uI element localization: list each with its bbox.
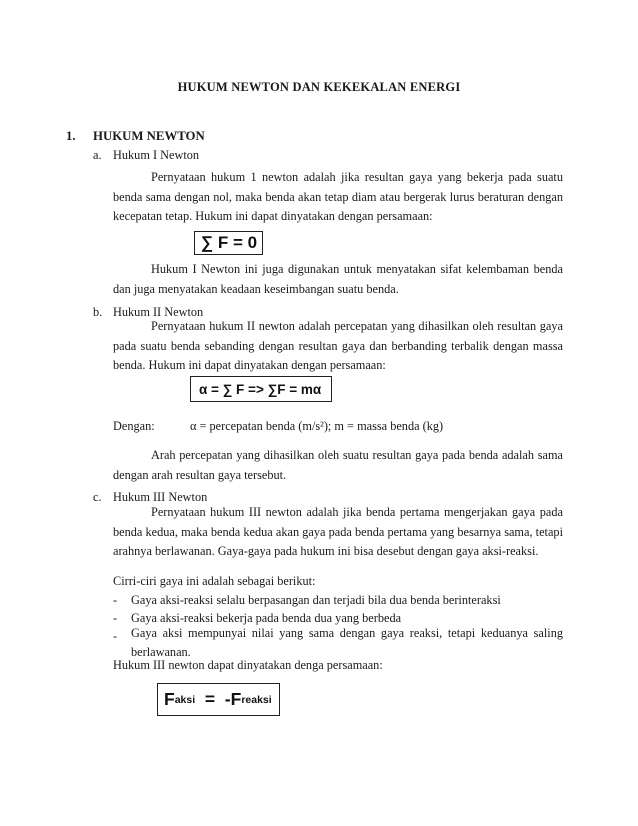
page-title: HUKUM NEWTON DAN KEKEKALAN ENERGI bbox=[177, 80, 461, 94]
paragraph-c1: Pernyataan hukum III newton adalah jika benda pertama mengerjakan gaya pada benda kedua, maka benda kedua akan gaya pada benda pertama yang besarnya sama, tetapi arahnya berlawanan. Gaya-gaya pada hukum ini bisa desebut dengan gaya aksi-reaksi. bbox=[113, 505, 563, 559]
closing-text: Hukum III newton dapat dinyatakan denga persamaan: bbox=[113, 658, 383, 672]
bullet-dash: - bbox=[113, 629, 118, 643]
bullet-item: Gaya aksi-reaksi selalu berpasangan dan terjadi bila dua benda berinteraksi bbox=[131, 593, 501, 607]
section-heading: HUKUM NEWTON bbox=[93, 129, 205, 143]
paragraph-a1: Pernyataan hukum 1 newton adalah jika resultan gaya yang bekerja pada suatu benda sama dengan nol, maka benda akan tetap diam atau bergerak lurus beraturan dengan kecepatan tetap. Hukum ini dapat dinyatakan dengan persamaan: bbox=[113, 170, 563, 224]
formula-f: F bbox=[164, 689, 175, 709]
subsection-label-a: a. bbox=[93, 148, 102, 162]
subsection-heading-b: Hukum II Newton bbox=[113, 305, 204, 319]
formula-box-newton1: ∑ F = 0 bbox=[194, 231, 263, 255]
paragraph-b1: Pernyataan hukum II newton adalah percepatan yang dihasilkan oleh resultan gaya pada suatu benda sebanding dengan resultan gaya dan berbanding terbalik dengan massa benda. Hukum ini dapat dinyatakan dengan persamaan: bbox=[113, 319, 563, 373]
subsection-label-c: c. bbox=[93, 490, 102, 504]
paragraph-a2: Hukum I Newton ini juga digunakan untuk menyatakan sifat kelembaman benda dan juga menyatakan keadaan keseimbangan suatu benda. bbox=[113, 262, 563, 296]
subsection-heading-a: Hukum I Newton bbox=[113, 148, 200, 162]
bullet-item: Gaya aksi-reaksi bekerja pada benda dua yang berbeda bbox=[131, 611, 402, 625]
dengan-text: α = percepatan benda (m/s²); m = massa benda (kg) bbox=[190, 419, 444, 433]
formula-sub-aksi: aksi bbox=[174, 693, 196, 706]
bullet-dash: - bbox=[113, 593, 118, 607]
formula-sub-reaksi: reaksi bbox=[241, 693, 272, 706]
subsection-label-b: b. bbox=[93, 305, 103, 319]
formula-box-newton3 bbox=[157, 683, 280, 716]
dengan-label: Dengan: bbox=[113, 419, 155, 433]
section-number: 1. bbox=[66, 129, 76, 143]
ciri-intro: Cirri-ciri gaya ini adalah sebagai berikut: bbox=[113, 574, 316, 588]
formula-box-newton2: α = ∑ F => ∑F = mα bbox=[190, 376, 332, 402]
formula-equals-minus-f: = -F bbox=[195, 689, 242, 709]
paragraph-b2: Arah percepatan yang dihasilkan oleh suatu resultan gaya pada benda adalah sama dengan arah resultan gaya tersebut. bbox=[113, 448, 563, 482]
bullet-dash: - bbox=[113, 611, 118, 625]
bullet-item: Gaya aksi mempunyai nilai yang sama dengan gaya reaksi, tetapi keduanya saling berlawanan. bbox=[131, 626, 563, 659]
subsection-heading-c: Hukum III Newton bbox=[113, 490, 208, 504]
